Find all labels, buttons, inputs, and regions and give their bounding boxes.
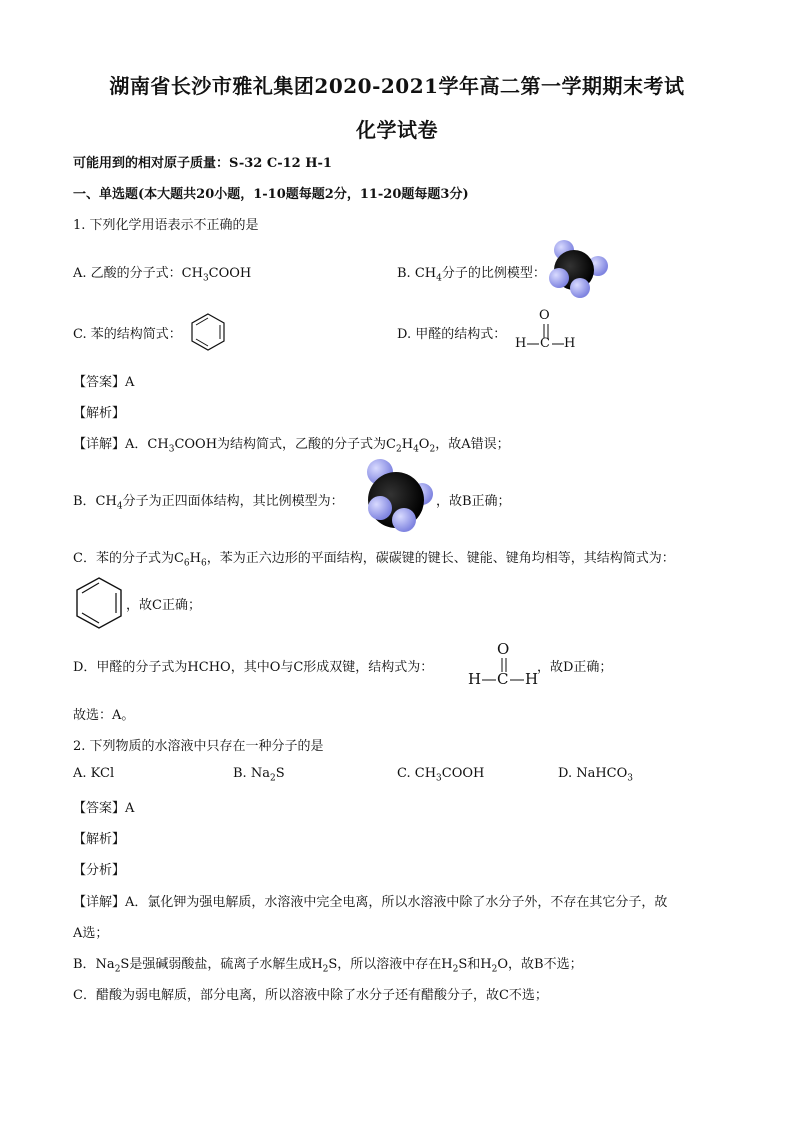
q2-option-d: D. NaHCO$_3$ xyxy=(558,766,634,784)
q1-option-b: B. $CH_4$分子的比例模型： xyxy=(397,266,546,284)
methane-model-small xyxy=(542,236,610,300)
page-subtitle: 化学试卷 xyxy=(356,118,438,142)
q2-analysis-tag: 【解析】 xyxy=(73,832,126,847)
oxygen-atom-label: O xyxy=(497,640,510,658)
q2-detail-a-line2: A选； xyxy=(73,926,109,941)
q1-detail-b-text: B．$CH_4$分子为正四面体结构，其比例模型为： xyxy=(73,494,344,512)
carbon-atom-label: C xyxy=(540,336,550,351)
q1-detail-d-end: ，故D正确； xyxy=(537,660,613,675)
q2-option-a: A. KCl xyxy=(73,766,115,781)
q2-option-b: B. $Na_2S$ xyxy=(233,766,285,784)
formaldehyde-structure-large xyxy=(468,640,540,690)
q2-detail-c: C．醋酸为弱电解质，部分电离，所以溶液中除了水分子还有醋酸分子，故C不选； xyxy=(73,988,548,1003)
hydrogen-left-label: H xyxy=(515,336,527,351)
q1-option-a: A. 乙酸的分子式：$CH_3COOH$ xyxy=(73,266,252,284)
q1-analysis-tag: 【解析】 xyxy=(73,406,126,421)
page-title: 湖南省长沙市雅礼集团2020-2021学年高二第一学期期末考试 xyxy=(109,74,685,98)
q1-answer: 【答案】A xyxy=(73,375,135,390)
hydrogen-right-label: H xyxy=(525,670,539,688)
q1-detail-d-text: D．甲醛的分子式为HCHO，其中O与C形成双键，结构式为： xyxy=(73,660,434,675)
oxygen-atom-label: O xyxy=(539,308,550,323)
q1-detail-c-text: C．苯的分子式为$C_6H_6$，苯为正六边形的平面结构，碳碳键的键长、键能、键角均相等，其结构简式为： xyxy=(73,551,675,569)
q2-answer: 【答案】A xyxy=(73,801,135,816)
q1-detail-a: 【详解】A．$CH_3COOH$为结构简式，乙酸的分子式为$C_2H_4O_2$，故A错误； xyxy=(73,437,510,455)
q1-option-d: D. 甲醛的结构式： xyxy=(397,327,507,342)
q2-detail-b: B．$Na_2S$是强碱弱酸盐，硫离子水解生成$H_2S$，所以溶液中存在$H_2S$和$H_2O$，故B不选； xyxy=(73,957,583,975)
question-1-stem: 1. 下列化学用语表示不正确的是 xyxy=(73,218,259,233)
q2-fenxi-tag: 【分析】 xyxy=(73,863,126,878)
benzene-small xyxy=(188,312,228,352)
carbon-atom-label: C xyxy=(497,670,509,688)
atomic-masses-note: 可能用到的相对原子质量：S-32 C-12 H-1 xyxy=(73,156,332,171)
formaldehyde-structure-small xyxy=(515,308,575,354)
section-heading: 一、单选题(本大题共20小题，1-10题每题2分，11-20题每题3分) xyxy=(73,187,469,202)
hydrogen-left-label: H xyxy=(468,670,482,688)
q2-detail-a-line1: 【详解】A．氯化钾为强电解质，水溶液中完全电离，所以水溶液中除了水分子外，不存在其它分子，故 xyxy=(73,895,668,910)
methane-model-large xyxy=(358,458,440,536)
hydrogen-right-label: H xyxy=(564,336,576,351)
q2-option-c: C. $CH_3COOH$ xyxy=(397,766,485,784)
q1-conclusion: 故选：A。 xyxy=(73,708,135,723)
q1-option-c: C. 苯的结构简式： xyxy=(73,327,182,342)
q1-detail-b-end: ，故B正确； xyxy=(436,494,511,509)
q1-detail-c-end: ，故C正确； xyxy=(126,598,201,613)
question-2-stem: 2. 下列物质的水溶液中只存在一种分子的是 xyxy=(73,739,324,754)
benzene-large xyxy=(72,576,126,630)
